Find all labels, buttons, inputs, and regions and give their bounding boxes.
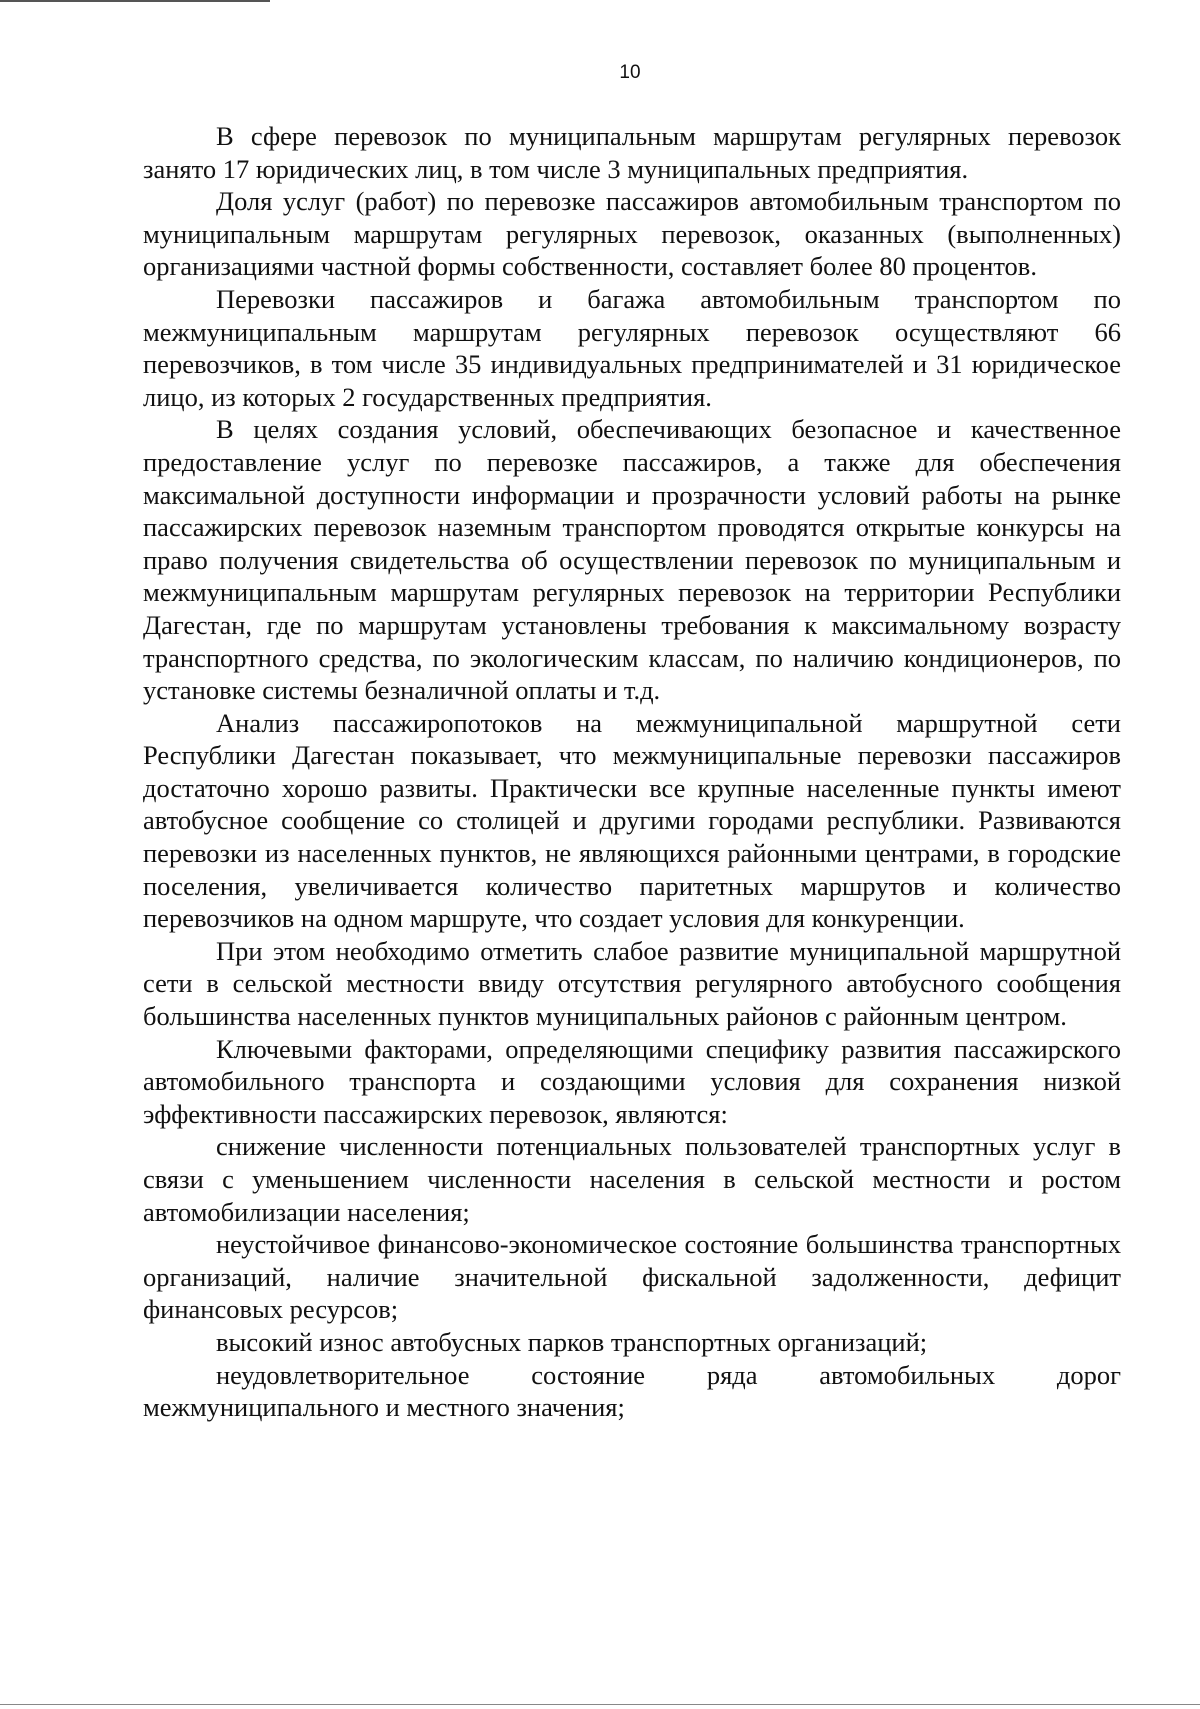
paragraph-key-factors: Ключевыми факторами, определяющими специфику развития пассажирского автомобильного транспорта и создающими условия для сохранения низкой эффективности пассажирских перевозок, являются: <box>143 1033 1121 1129</box>
paragraph-competitions: В целях создания условий, обеспечивающих безопасное и качественное предоставление услуг по перевозке пассажиров, а также для обеспечения максимальной доступности информации и прозрачности условий работы на рынке пассажирских перевозок наземным транспортом проводятся открытые конкурсы на право получения свидетельства об осуществлении перевозок по муниципальным и межмуниципальным маршрутам регулярных перевозок на территории Республики Дагестан, где по маршрутам установлены требования к максимальному возрасту транспортного средства, по экологическим классам, по наличию кондиционеров, по установке системы безналичной оплаты и т.д. <box>143 414 1121 706</box>
paragraph-rural-network: При этом необходимо отметить слабое развитие муниципальной маршрутной сети в сельской местности ввиду отсутствия регулярного автобусного сообщения большинства населенных пунктов муниципальных районов с районным центром. <box>143 935 1121 1032</box>
page-number: 10 <box>619 62 641 83</box>
scan-edge-line-bottom <box>0 1704 1200 1705</box>
list-item-road-condition: неудовлетворительное состояние ряда автомобильных дорог межмуниципального и местного значения; <box>143 1359 1121 1423</box>
document-body <box>143 120 1121 1424</box>
paragraph-passenger-flow-analysis: Анализ пассажиропотоков на межмуниципальной маршрутной сети Республики Дагестан показывает, что межмуниципальные перевозки пассажиров достаточно хорошо развиты. Практически все крупные населенные пункты имеют автобусное сообщение со столицей и другими городами республики. Развиваются перевозки из населенных пунктов, не являющихся районными центрами, в городские поселения, увеличивается количество паритетных маршрутов и количество перевозчиков на одном маршруте, что создает условия для конкуренции. <box>143 707 1121 934</box>
paragraph-intermunicipal-carriers: Перевозки пассажиров и багажа автомобильным транспортом по межмуниципальным маршрутам регулярных перевозок осуществляют 66 перевозчиков, в том числе 35 индивидуальных предпринимателей и 31 юридическое лицо, из которых 2 государственных предприятия. <box>143 283 1121 412</box>
paragraph-municipal-carriers: В сфере перевозок по муниципальным маршрутам регулярных перевозок занято 17 юридических лиц, в том числе 3 муниципальных предприятия. <box>143 121 1121 184</box>
paragraph-private-share: Доля услуг (работ) по перевозке пассажиров автомобильным транспортом по муниципальным маршрутам регулярных перевозок, оказанных (выполненных) организациями частной формы собственности, составляет более 80 процентов. <box>143 186 1121 282</box>
list-item-bus-fleet-wear: высокий износ автобусных парков транспортных организаций; <box>216 1326 928 1357</box>
list-item-financial-state: неустойчивое финансово-экономическое состояние большинства транспортных организаций, наличие значительной фискальной задолженности, дефицит финансовых ресурсов; <box>143 1229 1121 1325</box>
scan-edge-line-top <box>0 0 270 2</box>
list-item-population-decline: снижение численности потенциальных пользователей транспортных услуг в связи с уменьшением численности населения в сельской местности и ростом автомобилизации населения; <box>143 1131 1121 1227</box>
